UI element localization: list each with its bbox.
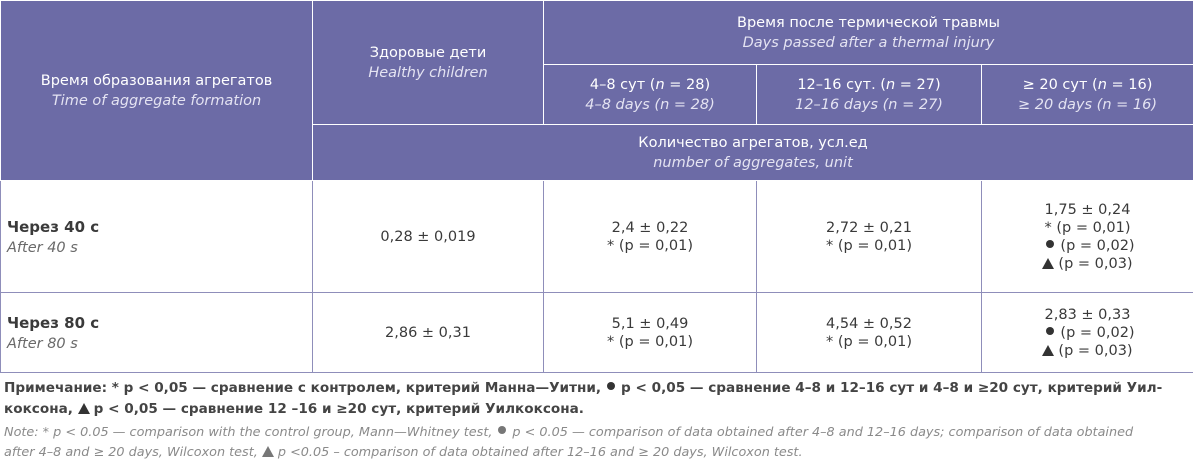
cell-healthy [313,181,544,293]
filled-circle-icon [1046,240,1054,248]
p-value: * (p = 0,01) [825,333,913,350]
header-units-en: number of aggregates, unit [653,154,853,171]
header-sub-12-16 [757,65,982,125]
sub-count-en: = 28) [669,96,715,113]
sub-label-en: ≥ 20 days ( [1018,96,1103,113]
header-group-after-injury [544,1,1193,65]
cell-20 [982,181,1193,293]
note-en-part: p <0.05 – comparison of data obtained after 12–16 and ≥ 20 days, Wilcoxon test. [277,445,803,460]
value: 1,75 ± 0,24 [1044,201,1131,218]
cell-20 [982,293,1193,373]
n-symbol: n [888,96,898,113]
p-value: (p = 0,03) [1058,342,1133,359]
n-symbol: n [885,76,896,93]
filled-triangle-icon [78,403,90,414]
note-en [4,423,1190,463]
header-col1-ru: Время образования агрегатов [40,72,273,89]
header-units-ru: Количество агрегатов, усл.ед [638,134,868,151]
row-label-ru: Через 40 с [7,217,100,236]
cell-healthy [313,293,544,373]
n-symbol: n [1102,96,1112,113]
cell-4-8 [544,181,757,293]
filled-triangle-icon [1042,258,1054,269]
row-label-en: After 80 s [7,335,78,352]
p-value: * (p = 0,01) [606,333,694,350]
note-en-part: p < 0.05 — comparison of data obtained after 4–8 and 12–16 days; comparison of data obtained [512,425,1134,440]
sub-label-en: 12–16 days ( [795,96,889,113]
header-units [313,125,1193,181]
header-sub-20 [982,65,1193,125]
filled-triangle-icon [262,446,274,457]
header-group-ru: Время после термической травмы [737,14,1000,31]
value: 2,72 ± 0,21 [826,219,912,236]
table-note [4,378,1190,463]
table-row [1,293,1193,373]
note-ru-part: Примечание: * p < 0,05 — сравнение с контролем, критерий Манна—Уитни, [4,380,602,396]
p-value: * (p = 0,01) [1044,219,1131,236]
header-col1-en: Time of aggregate formation [51,92,262,109]
header-healthy-children [313,1,544,125]
p-value: (p = 0,02) [1060,324,1135,341]
row-label [1,293,313,373]
note-ru-part: p < 0,05 — сравнение 4–8 и 12–16 сут и 4–8 и ≥20 сут, критерий Уил- [621,380,1163,396]
sub-count-en: = 16) [1111,96,1157,113]
header-time-of-formation [1,1,313,181]
note-en-part: Note: * p < 0.05 — comparison with the control group, Mann—Whitney test, [4,425,493,440]
table-row [1,181,1193,293]
filled-circle-icon [1046,327,1054,335]
header-group-en: Days passed after a thermal injury [742,34,995,51]
p-value: (p = 0,03) [1058,255,1133,272]
row-label [1,181,313,293]
sub-count: = 27) [895,76,941,93]
value: 4,54 ± 0,52 [826,315,912,332]
cell-12-16 [757,181,982,293]
sub-count-en: = 27) [897,96,943,113]
value: 2,4 ± 0,22 [611,219,689,236]
value: 2,83 ± 0,33 [1044,306,1131,323]
p-value: * (p = 0,01) [825,237,913,254]
filled-circle-icon [607,382,615,390]
value: 5,1 ± 0,49 [611,315,689,332]
header-col2-en: Healthy children [368,64,488,81]
note-ru-part: p < 0,05 — сравнение 12 –16 и ≥20 сут, критерий Уилкоксона. [93,401,584,417]
sub-label-en: 4–8 days ( [585,96,661,113]
sub-label: ≥ 20 сут ( [1022,76,1098,93]
cell-4-8 [544,293,757,373]
n-symbol: n [1097,76,1107,93]
value: 2,86 ± 0,31 [385,324,471,341]
n-symbol: n [655,76,665,93]
header-col2-ru: Здоровые дети [369,44,487,61]
row-label-ru: Через 80 с [7,313,100,332]
sub-label: 12–16 сут. ( [797,76,886,93]
note-ru [4,378,1190,420]
sub-label: 4–8 сут ( [589,76,656,93]
row-label-en: After 40 s [7,239,78,256]
filled-triangle-icon [1042,345,1054,356]
sub-count: = 28) [664,76,711,93]
note-en-part: after 4–8 and ≥ 20 days, Wilcoxon test, [4,445,258,460]
note-ru-part: коксона, [4,401,73,417]
p-value: (p = 0,02) [1060,237,1135,254]
cell-12-16 [757,293,982,373]
value: 0,28 ± 0,019 [380,228,476,245]
sub-count: = 16) [1106,76,1153,93]
filled-circle-icon [498,426,506,434]
n-symbol: n [660,96,670,113]
p-value: * (p = 0,01) [606,237,694,254]
header-sub-4-8 [544,65,757,125]
